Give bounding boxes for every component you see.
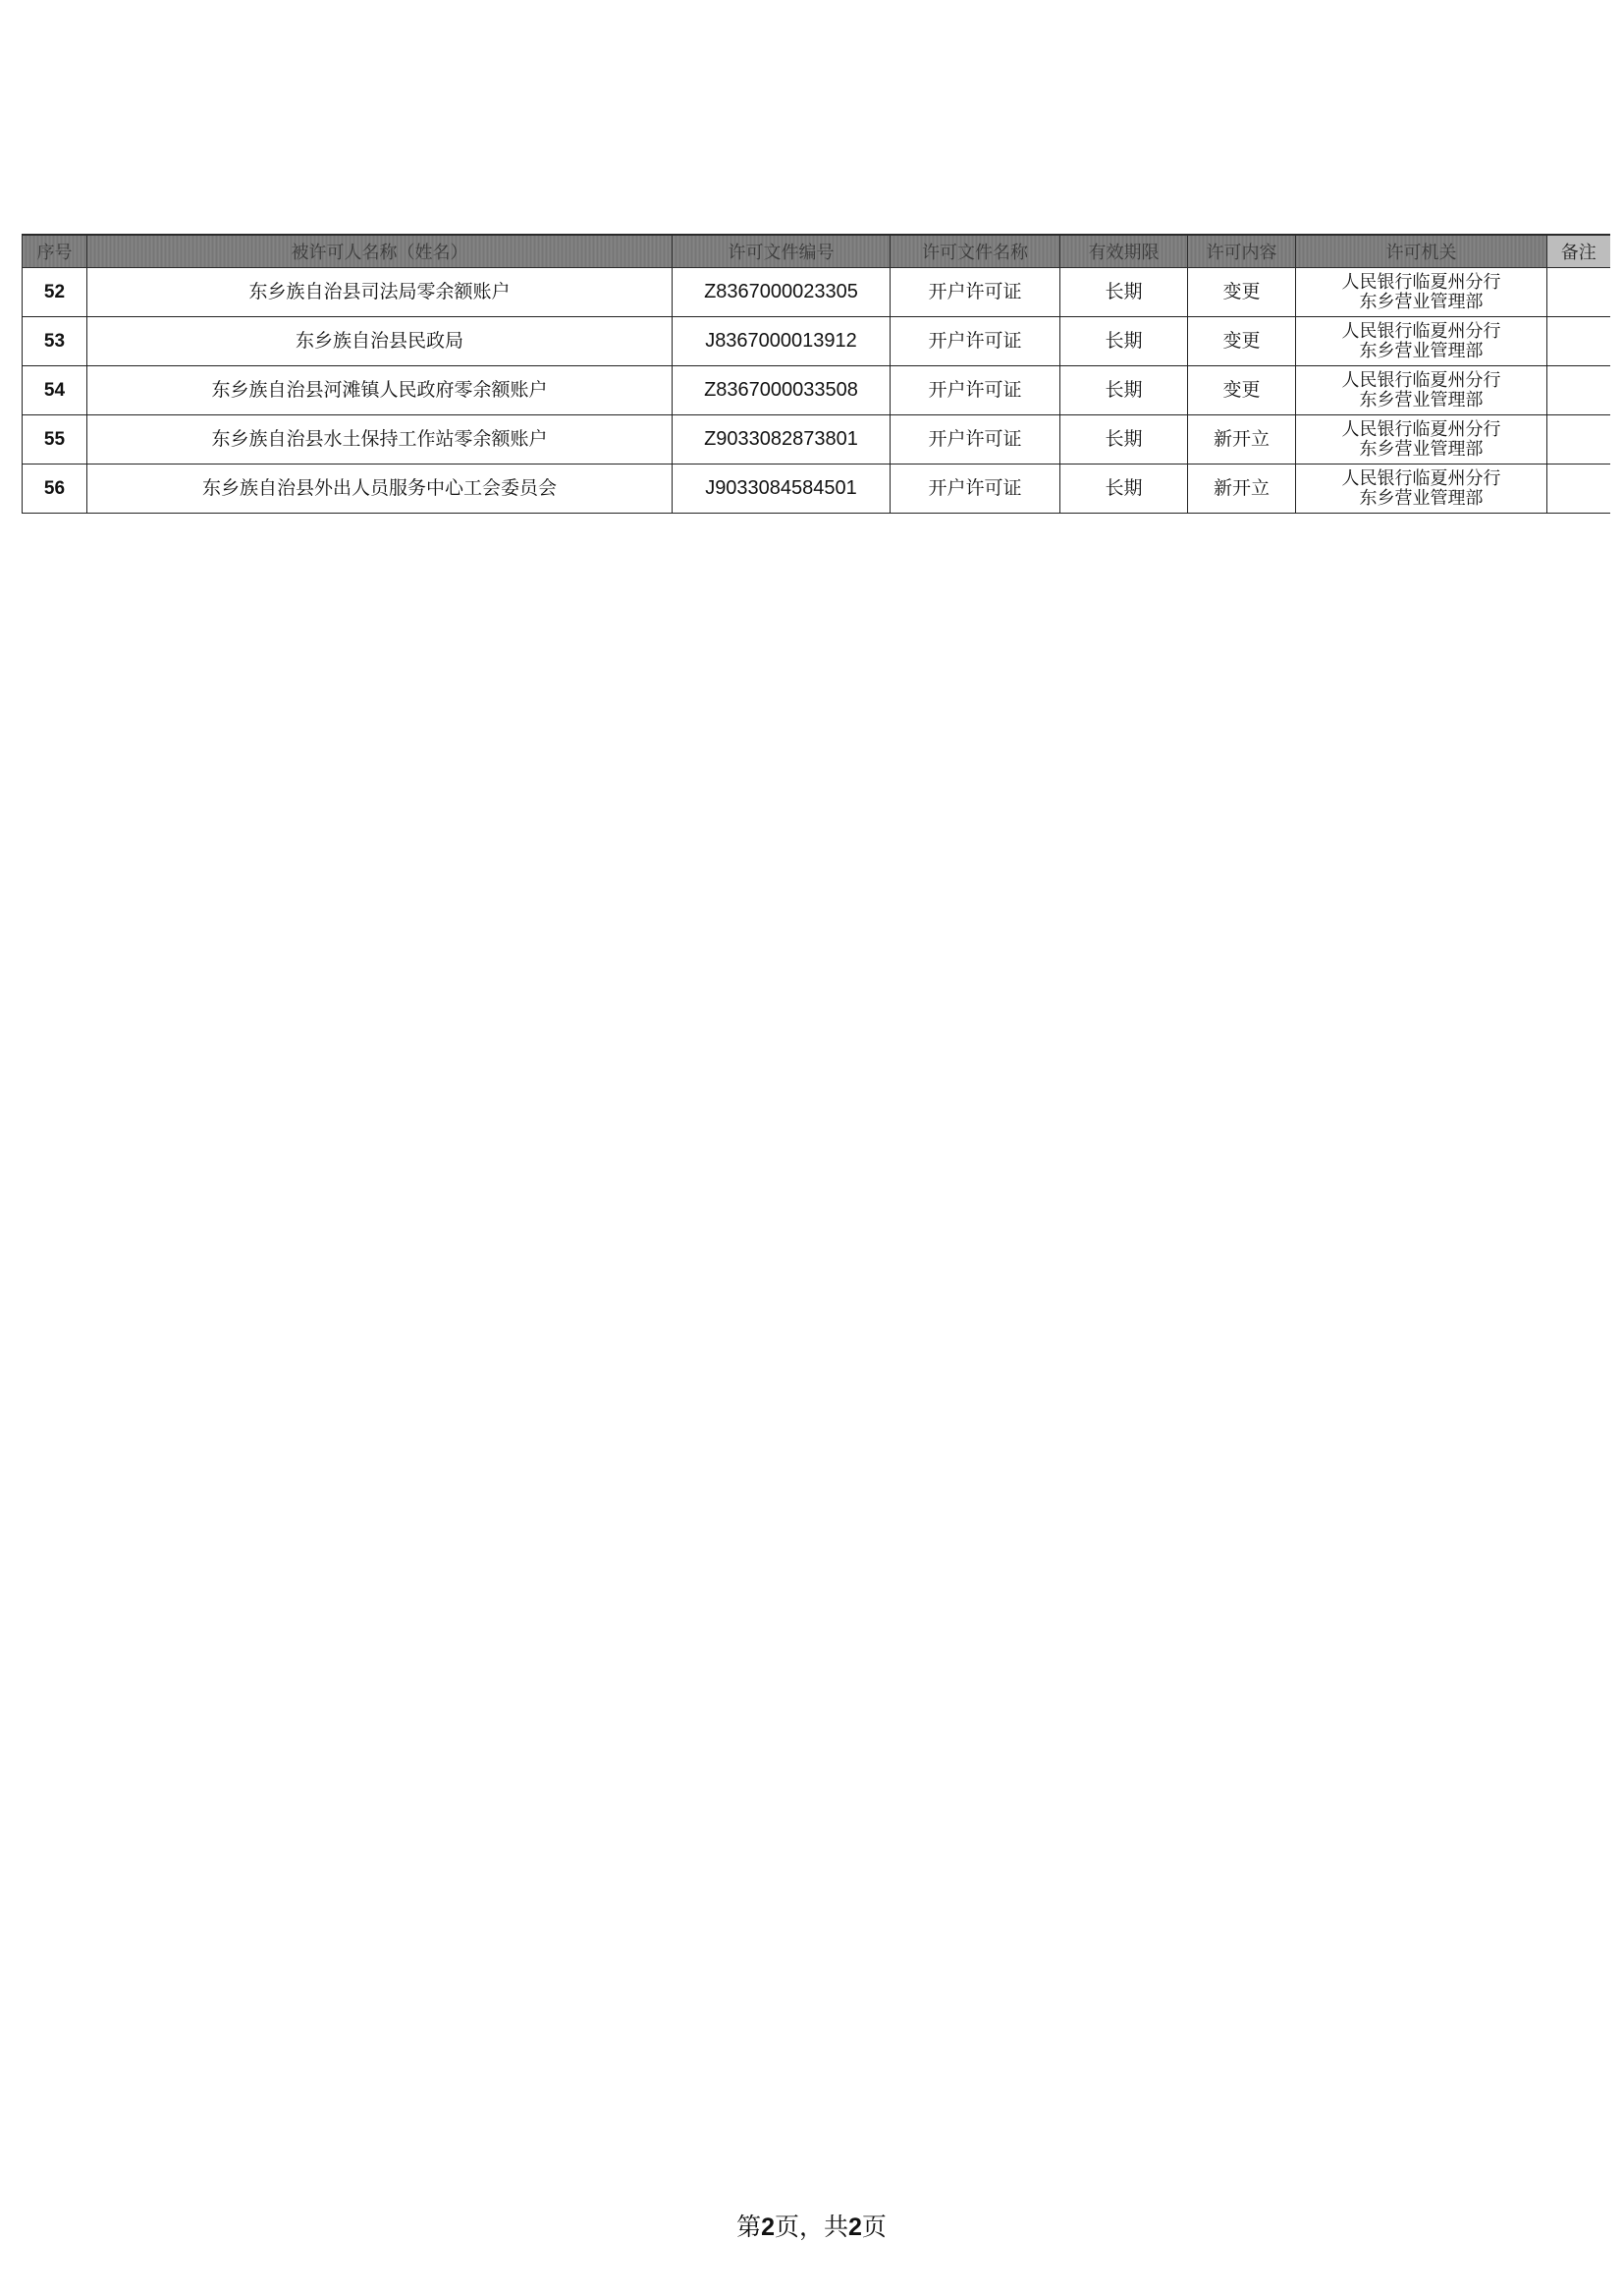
cell-seq: 53: [23, 317, 87, 366]
cell-seq: 54: [23, 366, 87, 415]
cell-permit-number: Z8367000033508: [673, 366, 891, 415]
cell-permit-number: J9033084584501: [673, 465, 891, 514]
header-permit-authority: 许可机关: [1296, 235, 1547, 268]
cell-licensee-name: 东乡族自治县河滩镇人民政府零余额账户: [87, 366, 673, 415]
authority-line-2: 东乡营业管理部: [1359, 340, 1484, 361]
cell-permit-content: 变更: [1188, 366, 1296, 415]
footer-suffix: 页: [861, 2213, 887, 2241]
authority-line-1: 人民银行临夏州分行: [1341, 418, 1501, 440]
cell-seq: 52: [23, 268, 87, 317]
cell-licensee-name: 东乡族自治县司法局零余额账户: [87, 268, 673, 317]
page-footer: [0, 2208, 1623, 2243]
table-header: [23, 235, 1610, 268]
authority-line-1: 人民银行临夏州分行: [1341, 467, 1501, 489]
cell-licensee-name: 东乡族自治县民政局: [87, 317, 673, 366]
authority-line-2: 东乡营业管理部: [1359, 438, 1484, 460]
authority-line-1: 人民银行临夏州分行: [1341, 271, 1501, 293]
header-permit-doc-name: 许可文件名称: [891, 235, 1060, 268]
authority-line-2: 东乡营业管理部: [1359, 291, 1484, 312]
table-row: [23, 366, 1610, 415]
cell-permit-authority: [1296, 415, 1547, 465]
cell-permit-doc-name: 开户许可证: [891, 268, 1060, 317]
header-permit-number: 许可文件编号: [673, 235, 891, 268]
authority-line-2: 东乡营业管理部: [1359, 487, 1484, 509]
authority-line-2: 东乡营业管理部: [1359, 389, 1484, 410]
authority-line-1: 人民银行临夏州分行: [1341, 320, 1501, 342]
cell-permit-authority: [1296, 465, 1547, 514]
cell-validity-period: 长期: [1060, 415, 1188, 465]
cell-permit-doc-name: 开户许可证: [891, 366, 1060, 415]
table-row: [23, 465, 1610, 514]
footer-current-page: 2: [761, 2214, 775, 2241]
cell-remark: [1547, 366, 1610, 415]
table-body: [23, 268, 1610, 514]
cell-permit-content: 变更: [1188, 268, 1296, 317]
cell-licensee-name: 东乡族自治县外出人员服务中心工会委员会: [87, 465, 673, 514]
cell-permit-doc-name: 开户许可证: [891, 415, 1060, 465]
footer-prefix: 第: [736, 2213, 762, 2241]
header-permit-content: 许可内容: [1188, 235, 1296, 268]
cell-licensee-name: 东乡族自治县水土保持工作站零余额账户: [87, 415, 673, 465]
header-remark: 备注: [1547, 235, 1610, 268]
cell-validity-period: 长期: [1060, 317, 1188, 366]
table-row: [23, 317, 1610, 366]
cell-permit-number: J8367000013912: [673, 317, 891, 366]
table-row: [23, 268, 1610, 317]
cell-seq: 56: [23, 465, 87, 514]
authority-line-1: 人民银行临夏州分行: [1341, 369, 1501, 391]
cell-validity-period: 长期: [1060, 268, 1188, 317]
cell-permit-content: 变更: [1188, 317, 1296, 366]
cell-permit-doc-name: 开户许可证: [891, 465, 1060, 514]
cell-permit-authority: [1296, 317, 1547, 366]
permit-table: [22, 234, 1610, 514]
cell-remark: [1547, 268, 1610, 317]
table-row: [23, 415, 1610, 465]
cell-permit-content: 新开立: [1188, 465, 1296, 514]
cell-remark: [1547, 415, 1610, 465]
cell-permit-number: Z8367000023305: [673, 268, 891, 317]
cell-permit-number: Z9033082873801: [673, 415, 891, 465]
footer-middle: 页，共: [774, 2213, 848, 2241]
cell-permit-authority: [1296, 268, 1547, 317]
cell-validity-period: 长期: [1060, 366, 1188, 415]
cell-seq: 55: [23, 415, 87, 465]
footer-total-pages: 2: [848, 2214, 862, 2241]
cell-remark: [1547, 317, 1610, 366]
cell-permit-doc-name: 开户许可证: [891, 317, 1060, 366]
cell-permit-authority: [1296, 366, 1547, 415]
cell-validity-period: 长期: [1060, 465, 1188, 514]
header-row: [23, 235, 1610, 268]
header-licensee-name: 被许可人名称（姓名）: [87, 235, 673, 268]
header-seq: 序号: [23, 235, 87, 268]
header-validity-period: 有效期限: [1060, 235, 1188, 268]
cell-permit-content: 新开立: [1188, 415, 1296, 465]
cell-remark: [1547, 465, 1610, 514]
